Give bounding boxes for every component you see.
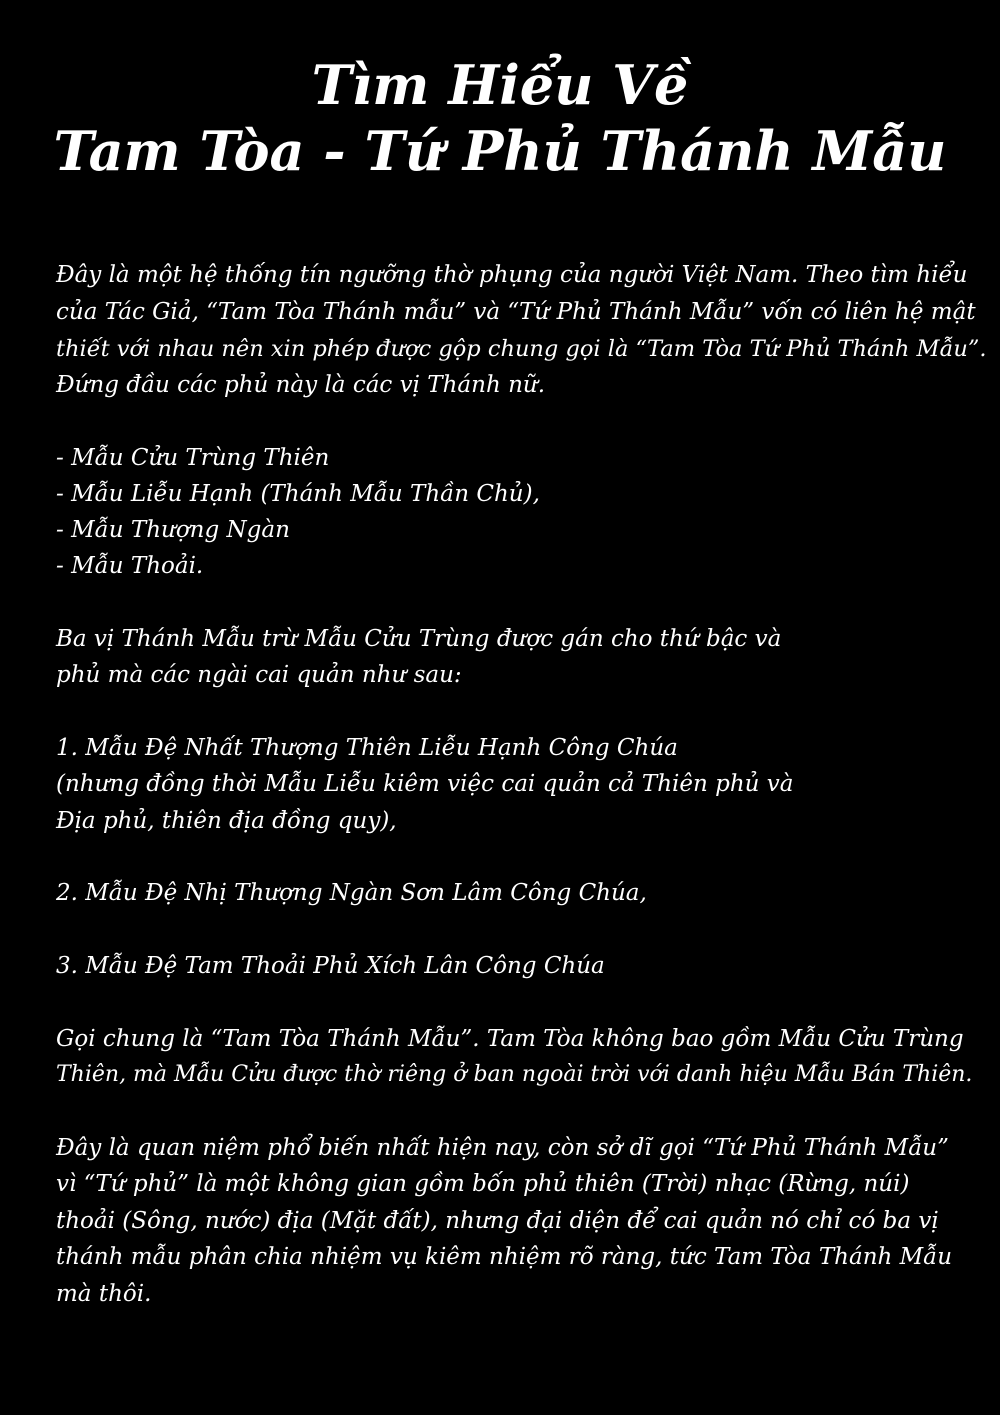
ranking-intro-line: phủ mà các ngài cai quản như sau: [56,662,462,688]
ranking-intro-line: Ba vị Thánh Mẫu trừ Mẫu Cửu Trùng được gán cho thứ bậc và [56,626,782,652]
conclusion-line: vì “Tứ phủ” là một không gian gồm bốn phủ thiên (Trời) nhạc (Rừng, núi) [56,1171,910,1197]
list-item: - Mẫu Thượng Ngàn [56,517,290,543]
intro-line: Đây là một hệ thống tín ngưỡng thờ phụng của người Việt Nam. Theo tìm hiểu [56,262,968,288]
conclusion-line: mà thôi. [56,1281,152,1307]
ranked-item-3: 3. Mẫu Đệ Tam Thoải Phủ Xích Lân Công Chúa [56,953,605,979]
conclusion-line: thoải (Sông, nước) địa (Mặt đất), nhưng đại diện để cai quản nó chỉ có ba vị [56,1208,939,1234]
list-item: - Mẫu Liễu Hạnh (Thánh Mẫu Thần Chủ), [56,481,540,507]
intro-line: Đứng đầu các phủ này là các vị Thánh nữ. [56,372,546,398]
intro-line: của Tác Giả, “Tam Tòa Thánh mẫu” và “Tứ Phủ Thánh Mẫu” vốn có liên hệ mật [56,299,976,325]
ranked-item-1: 1. Mẫu Đệ Nhất Thượng Thiên Liễu Hạnh Công Chúa [56,735,678,761]
title-line-2: Tam Tòa - Tứ Phủ Thánh Mẫu [53,119,947,183]
summary-line: Gọi chung là “Tam Tòa Thánh Mẫu”. Tam Tòa không bao gồm Mẫu Cửu Trùng [56,1026,964,1052]
summary-line: Thiên, mà Mẫu Cửu được thờ riêng ở ban ngoài trời với danh hiệu Mẫu Bán Thiên. [56,1062,973,1087]
list-item: - Mẫu Cửu Trùng Thiên [56,445,330,471]
list-item: - Mẫu Thoải. [56,553,204,579]
intro-line: thiết với nhau nên xin phép được gộp chung gọi là “Tam Tòa Tứ Phủ Thánh Mẫu”. [56,336,987,362]
ranked-item-2: 2. Mẫu Đệ Nhị Thượng Ngàn Sơn Lâm Công Chúa, [56,880,647,906]
conclusion-line: Đây là quan niệm phổ biến nhất hiện nay, còn sở dĩ gọi “Tứ Phủ Thánh Mẫu” [56,1135,949,1161]
ranked-item-1-note: (nhưng đồng thời Mẫu Liễu kiêm việc cai quản cả Thiên phủ và [56,771,794,797]
conclusion-line: thánh mẫu phân chia nhiệm vụ kiêm nhiệm rõ ràng, tức Tam Tòa Thánh Mẫu [56,1244,953,1270]
title-line-1: Tìm Hiểu Về [311,53,689,117]
ranked-item-1-note: Địa phủ, thiên địa đồng quy), [56,808,397,834]
